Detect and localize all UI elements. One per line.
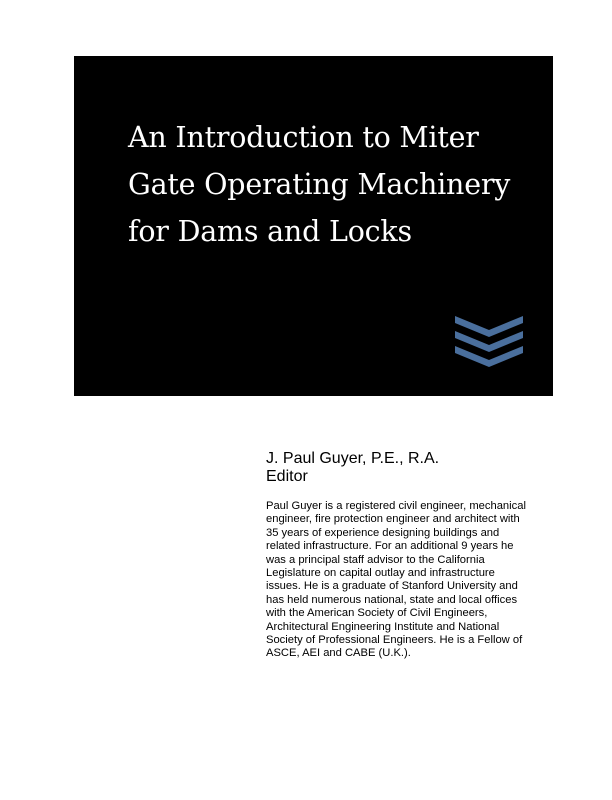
author-name: J. Paul Guyer, P.E., R.A. bbox=[266, 450, 440, 467]
author-block bbox=[266, 450, 566, 661]
book-title: An Introduction to Miter Gate Operating Machinery for Dams and Locks bbox=[128, 121, 511, 248]
author-bio: Paul Guyer is a registered civil engineer, mechanical engineer, fire protection engineer and architect with 35 years of experience designing buildings and related infrastructure. For an additional 9 years he was a principal staff advisor to the California Legislature on capital outlay and infrastructure issues. He is a graduate of Stanford University and has held numerous national, state and local offices with the American Society of Civil Engineers, Architectural Engineering Institute and National Society of Professional Engineers. He is a Fellow of ASCE, AEI and CABE (U.K.). bbox=[266, 500, 526, 660]
author-role: Editor bbox=[266, 468, 308, 485]
cover-title-panel bbox=[74, 56, 553, 396]
triple-chevron-down-icon bbox=[455, 314, 523, 370]
